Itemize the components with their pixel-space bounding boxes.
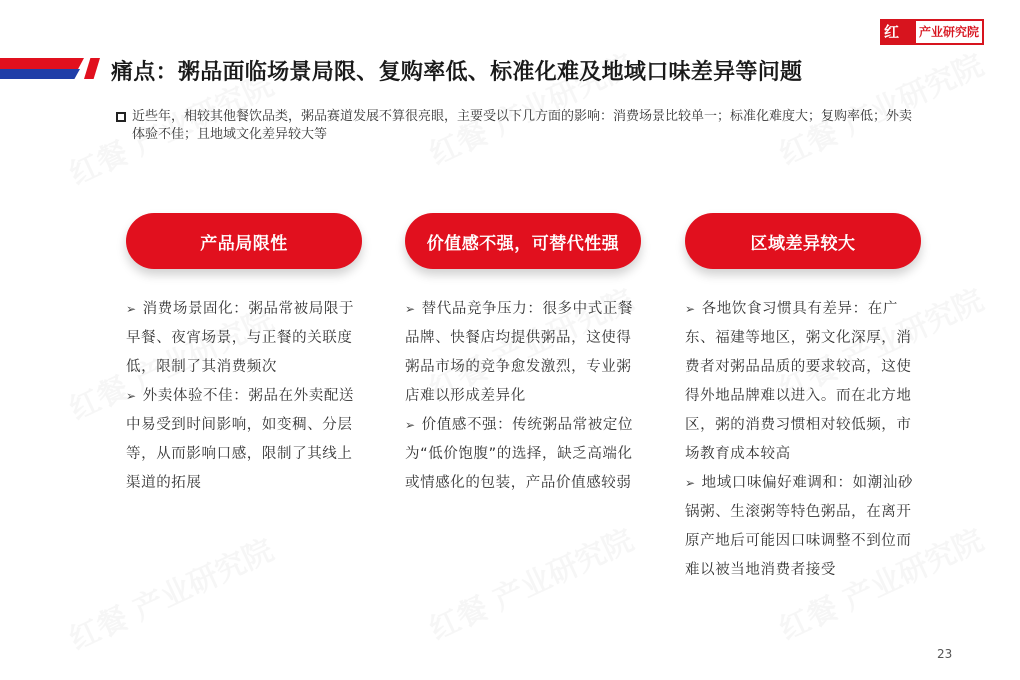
point-text: 消费场景固化：粥品常被局限于早餐、夜宵场景，与正餐的关联度低，限制了其消费频次	[126, 301, 355, 375]
square-bullet-icon	[116, 112, 126, 122]
arrow-bullet-icon: ➢	[405, 418, 416, 432]
watermark	[61, 525, 279, 658]
list-item	[405, 295, 641, 411]
list-item	[126, 295, 362, 382]
list-item	[685, 295, 921, 469]
logo	[880, 19, 984, 67]
page-title: 痛点：粥品面临场景局限、复购率低、标准化难及地域口味差异等问题	[111, 60, 803, 85]
list-item	[405, 411, 641, 498]
point-list	[126, 295, 362, 498]
logo-text: 产业研究院	[914, 19, 984, 45]
point-text: 替代品竞争压力：很多中式正餐品牌、快餐店均提供粥品，这使得粥品市场的竞争愈发激烈，专业粥店难以形成差异化	[405, 301, 634, 404]
intro-paragraph	[116, 108, 916, 144]
intro-text: 近些年，相较其他餐饮品类，粥品赛道发展不算很亮眼，主要受以下几方面的影响：消费场景比较单一；标准化难度大；复购率低；外卖体验不佳；且地域文化差异较大等	[132, 109, 913, 142]
point-text: 地域口味偏好难调和：如潮汕砂锅粥、生滚粥等特色粥品，在离开原产地后可能因口味调整不到位而难以被当地消费者接受	[685, 475, 914, 578]
title-stripe-blue	[0, 69, 80, 79]
column-heading: 区域差异较大	[685, 213, 921, 269]
column-heading: 产品局限性	[126, 213, 362, 269]
arrow-bullet-icon: ➢	[685, 302, 696, 316]
arrow-bullet-icon: ➢	[126, 389, 137, 403]
watermark	[421, 515, 639, 648]
point-text: 各地饮食习惯具有差异：在广东、福建等地区，粥文化深厚，消费者对粥品品质的要求较高，这使得外地品牌难以进入。而在北方地区，粥的消费习惯相对较低频，市场教育成本较高	[685, 301, 912, 462]
column-value-substitutability	[405, 213, 641, 498]
column-heading: 价值感不强，可替代性强	[405, 213, 641, 269]
list-item	[126, 382, 362, 498]
list-item	[685, 469, 921, 585]
logo-mark: 红餐	[880, 19, 914, 45]
watermark	[771, 40, 989, 173]
point-list	[685, 295, 921, 585]
point-list	[405, 295, 641, 498]
point-text: 价值感不强：传统粥品常被定位为“低价饱腹”的选择，缺乏高端化或情感化的包装，产品价值感较弱	[405, 417, 634, 491]
column-product-limitations	[126, 213, 362, 498]
arrow-bullet-icon: ➢	[405, 302, 416, 316]
column-regional-differences	[685, 213, 921, 585]
arrow-bullet-icon: ➢	[126, 302, 137, 316]
point-text: 外卖体验不佳：粥品在外卖配送中易受到时间影响，如变稠、分层等，从而影响口感，限制了其线上渠道的拓展	[126, 388, 355, 491]
arrow-bullet-icon: ➢	[685, 476, 696, 490]
page-number: 23	[937, 647, 953, 661]
title-stripe-red	[0, 58, 84, 69]
title-stripe-slash	[84, 58, 100, 79]
